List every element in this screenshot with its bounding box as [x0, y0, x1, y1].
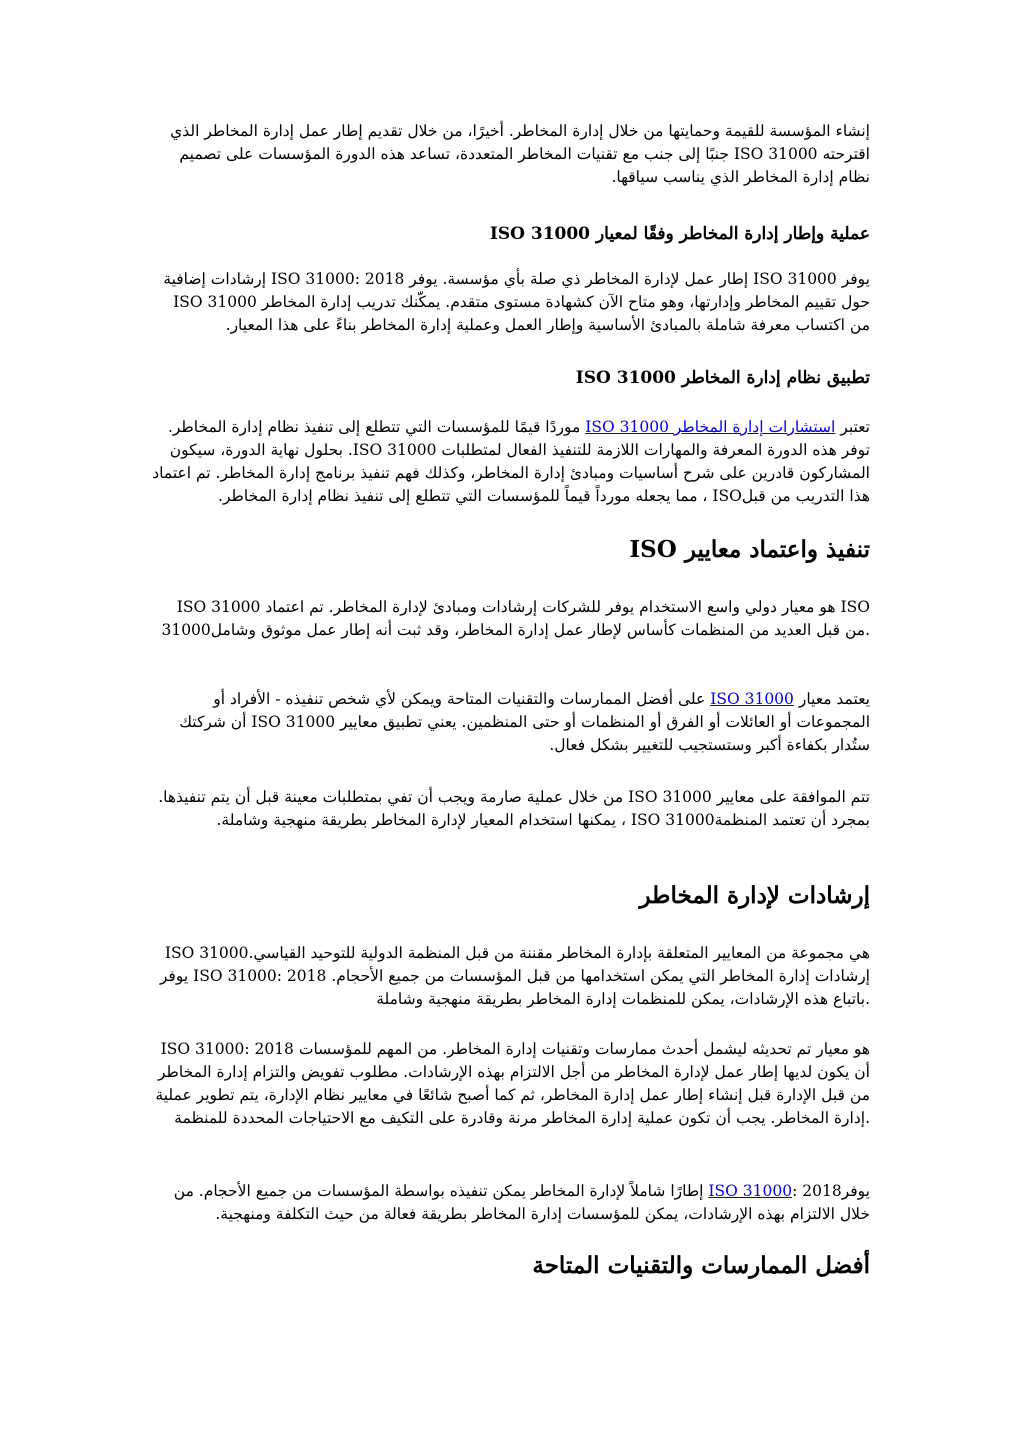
link-iso-31000-2018[interactable]: ISO 31000	[708, 1182, 793, 1200]
heading-implement-standards: ISO تنفيذ واعتماد معايير	[629, 536, 870, 563]
heading-best-practices: أفضل الممارسات والتقنيات المتاحة	[532, 1252, 870, 1279]
paragraph-intro: إنشاء المؤسسة للقيمة وحمايتها من خلال إدارة المخاطر. أخيرًا، من خلال تقديم إطار عمل إدارة المخاطر الذي اقترحته ISO 31000 جنبًا إلى جنب مع تقنيات المخاطر المتعددة، تساعد هذه الدورة المؤسسات على تصميم نظام إدارة المخاطر الذي يناسب سياقها.	[170, 122, 870, 186]
link-consulting[interactable]: استشارات إدارة المخاطر ISO 31000	[585, 418, 836, 436]
paragraph-best-practices	[150, 688, 870, 757]
text-after-link: على أفضل الممارسات والتقنيات المتاحة ويمكن لأي شخص تنفيذه - الأفراد أو المجموعات أو العائلات أو الفرق أو المنظمات أو حتى المنظمين. يعني تطبيق معايير ISO 31000 أن شركتك ستُدار بكفاءة أكبر وستستجيب للتغيير بشكل فعال.	[179, 690, 870, 754]
text-after-link: : 2018 إطارًا شاملاً لإدارة المخاطر يمكن تنفيذه بواسطة المؤسسات من جميع الأحجام. من خلال الالتزام بهذه الإرشادات، يمكن للمؤسسات إدارة المخاطر بطريقة فعالة من حيث التكلفة ومنهجية.	[173, 1182, 870, 1223]
paragraph-iso-set: ISO 31000هي مجموعة من المعايير المتعلقة بإدارة المخاطر مقننة من قبل المنظمة الدولية للتوحيد القياسي. يوفر ISO 31000: 2018 إرشادات إدارة المخاطر التي يمكن استخدامها من قبل المؤسسات من جميع الأحجام. باتباع هذه الإرشادات، يمكن للمنظمات إدارة المخاطر بطريقة منهجية وشاملة.	[159, 944, 870, 1008]
heading-guidelines: إرشادات لإدارة المخاطر	[639, 882, 870, 909]
heading-apply-system: ISO 31000 تطبيق نظام إدارة المخاطر	[575, 368, 870, 388]
text-before-link: يعتمد معيار	[793, 690, 870, 708]
paragraph-consulting	[150, 416, 870, 508]
paragraph-framework-provides	[150, 1180, 870, 1226]
link-iso-31000[interactable]: ISO 31000	[710, 690, 794, 708]
text-before-link: يوفر	[841, 1182, 870, 1200]
paragraph-iso-standard: ISO 31000 هو معيار دولي واسع الاستخدام يوفر للشركات إرشادات ومبادئ لإدارة المخاطر. تم اعتماد ISO 31000من قبل العديد من المنظمات كأساس لإطار عمل إدارة المخاطر، وقد ثبت أنه إطار عمل موثوق وشامل.	[161, 598, 870, 639]
text-after-link: موردًا قيمًا للمؤسسات التي تتطلع إلى تنفيذ نظام إدارة المخاطر. توفر هذه الدورة المعرفة والمهارات اللازمة للتنفيذ الفعال لمتطلبات ISO 31000. بحلول نهاية الدورة، سيكون المشاركون قادرين على شرح أساسيات ومبادئ إدارة المخاطر، وكذلك فهم تنفيذ برنامج إدارة المخاطر. تم اعتماد هذا التدريب من قبلISO ، مما يجعله مورداً قيماً للمؤسسات التي تتطلع إلى تنفيذ نظام إدارة المخاطر.	[152, 418, 870, 505]
text-before-link: تعتبر	[835, 418, 870, 436]
paragraph-iso-2018: ISO 31000: 2018 هو معيار تم تحديثه ليشمل أحدث ممارسات وتقنيات إدارة المخاطر. من المهم للمؤسسات أن يكون لديها إطار عمل لإدارة المخاطر من أجل الالتزام بهذه الإرشادات. مطلوب تفويض والتزام إدارة المخاطر من قبل الإدارة قبل إنشاء إطار عمل إدارة المخاطر، ثم كما أصبح شائعًا في معايير نظام الإدارة، يتم تطوير عملية إدارة المخاطر. يجب أن تكون عملية إدارة المخاطر مرنة وقادرة على التكيف مع الاحتياجات المحددة للمنظمة.	[155, 1040, 870, 1127]
heading-process-framework: ISO 31000 عملية وإطار إدارة المخاطر وفقًا لمعيار	[489, 224, 870, 244]
paragraph-approval: تتم الموافقة على معايير ISO 31000 من خلال عملية صارمة ويجب أن تفي بمتطلبات معينة قبل أن يتم تنفيذها. بمجرد أن تعتمد المنظمةISO 31000 ، يمكنها استخدام المعيار لإدارة المخاطر بطريقة منهجية وشاملة.	[158, 788, 870, 829]
paragraph-iso-framework: يوفر ISO 31000 إطار عمل لإدارة المخاطر ذي صلة بأي مؤسسة. يوفر ISO 31000: 2018 إرشادات إضافية حول تقييم المخاطر وإدارتها، وهو متاح الآن كشهادة مستوى متقدم. يمكّنك تدريب إدارة المخاطر ISO 31000 من اكتساب معرفة شاملة بالمبادئ الأساسية وإطار العمل وعملية إدارة المخاطر بناءً على هذا المعيار.	[163, 270, 870, 334]
